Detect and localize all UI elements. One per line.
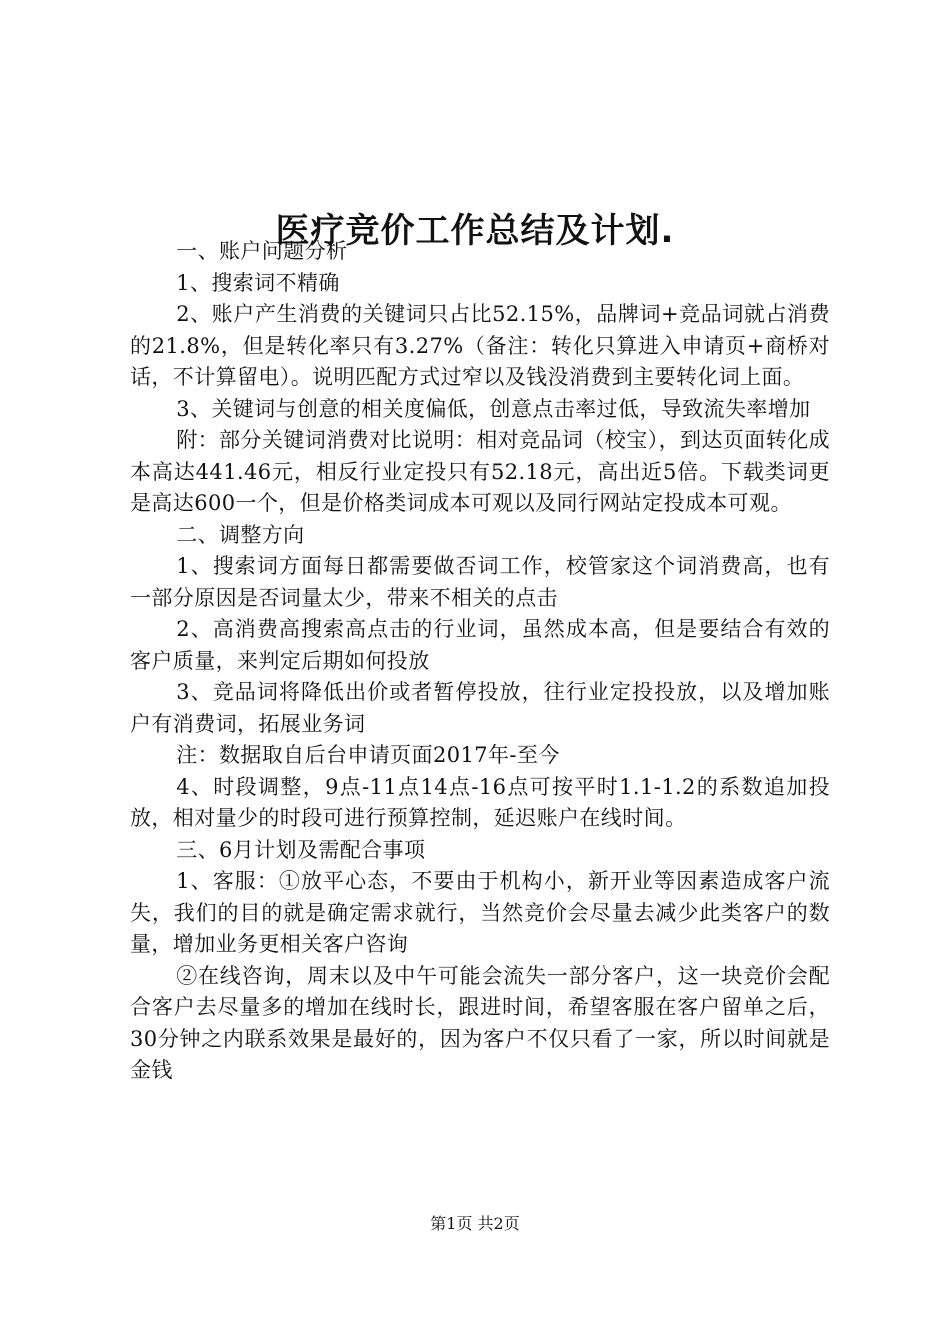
paragraph: ②在线咨询，周末以及中午可能会流失一部分客户，这一块竞价会配合客户去尽量多的增加在线时长，跟进时间，希望客服在客户留单之后，30分钟之内联系效果是最好的，因为客户不仅只看了一家，所以时间就是金钱 bbox=[130, 963, 830, 1082]
paragraph-note: 注：数据取自后台申请页面2017年-至今 bbox=[176, 743, 560, 767]
section-heading-account-issues: 一、账户问题分析 bbox=[176, 239, 348, 263]
paragraph: 1、搜索词不精确 bbox=[176, 270, 340, 295]
document-body bbox=[130, 236, 830, 1087]
paragraph: 4、时段调整，9点-11点14点-16点可按平时1.1-1.2的系数追加投放，相对量少的时段可进行预算控制，延迟账户在线时间。 bbox=[130, 774, 830, 830]
paragraph: 3、竞品词将降低出价或者暂停投放，往行业定投投放，以及增加账户有消费词，拓展业务词 bbox=[130, 680, 830, 736]
paragraph: 1、客服：①放平心态，不要由于机构小，新开业等因素造成客户流失，我们的目的就是确定需求就行，当然竞价会尽量去减少此类客户的数量，增加业务更相关客户咨询 bbox=[130, 869, 830, 956]
paragraph: 附：部分关键词消费对比说明：相对竞品词（校宝），到达页面转化成本高达441.46元，相反行业定投只有52.18元，高出近5倍。下载类词更是高达600一个，但是价格类词成本可观以及同行网站定投成本可观。 bbox=[130, 428, 830, 515]
section-heading-adjustment: 二、调整方向 bbox=[176, 522, 305, 547]
section-heading-june-plan: 三、6月计划及需配合事项 bbox=[176, 837, 426, 862]
paragraph: 2、账户产生消费的关键词只占比52.15%，品牌词+竞品词就占消费的21.8%，但是转化率只有3.27%（备注：转化只算进入申请页+商桥对话，不计算留电）。说明匹配方式过窄以及钱没消费到主要转化词上面。 bbox=[130, 302, 830, 389]
document-title: 医疗竞价工作总结及计划. bbox=[275, 210, 675, 251]
paragraph: 1、搜索词方面每日都需要做否词工作，校管家这个词消费高，也有一部分原因是否词量太少，带来不相关的点击 bbox=[130, 554, 830, 610]
paragraph: 2、高消费高搜索高点击的行业词，虽然成本高，但是要结合有效的客户质量，来判定后期如何投放 bbox=[130, 617, 830, 673]
paragraph: 3、关键词与创意的相关度偏低，创意点击率过低，导致流失率增加 bbox=[176, 396, 811, 421]
page-footer: 第1页 共2页 bbox=[430, 1214, 520, 1233]
